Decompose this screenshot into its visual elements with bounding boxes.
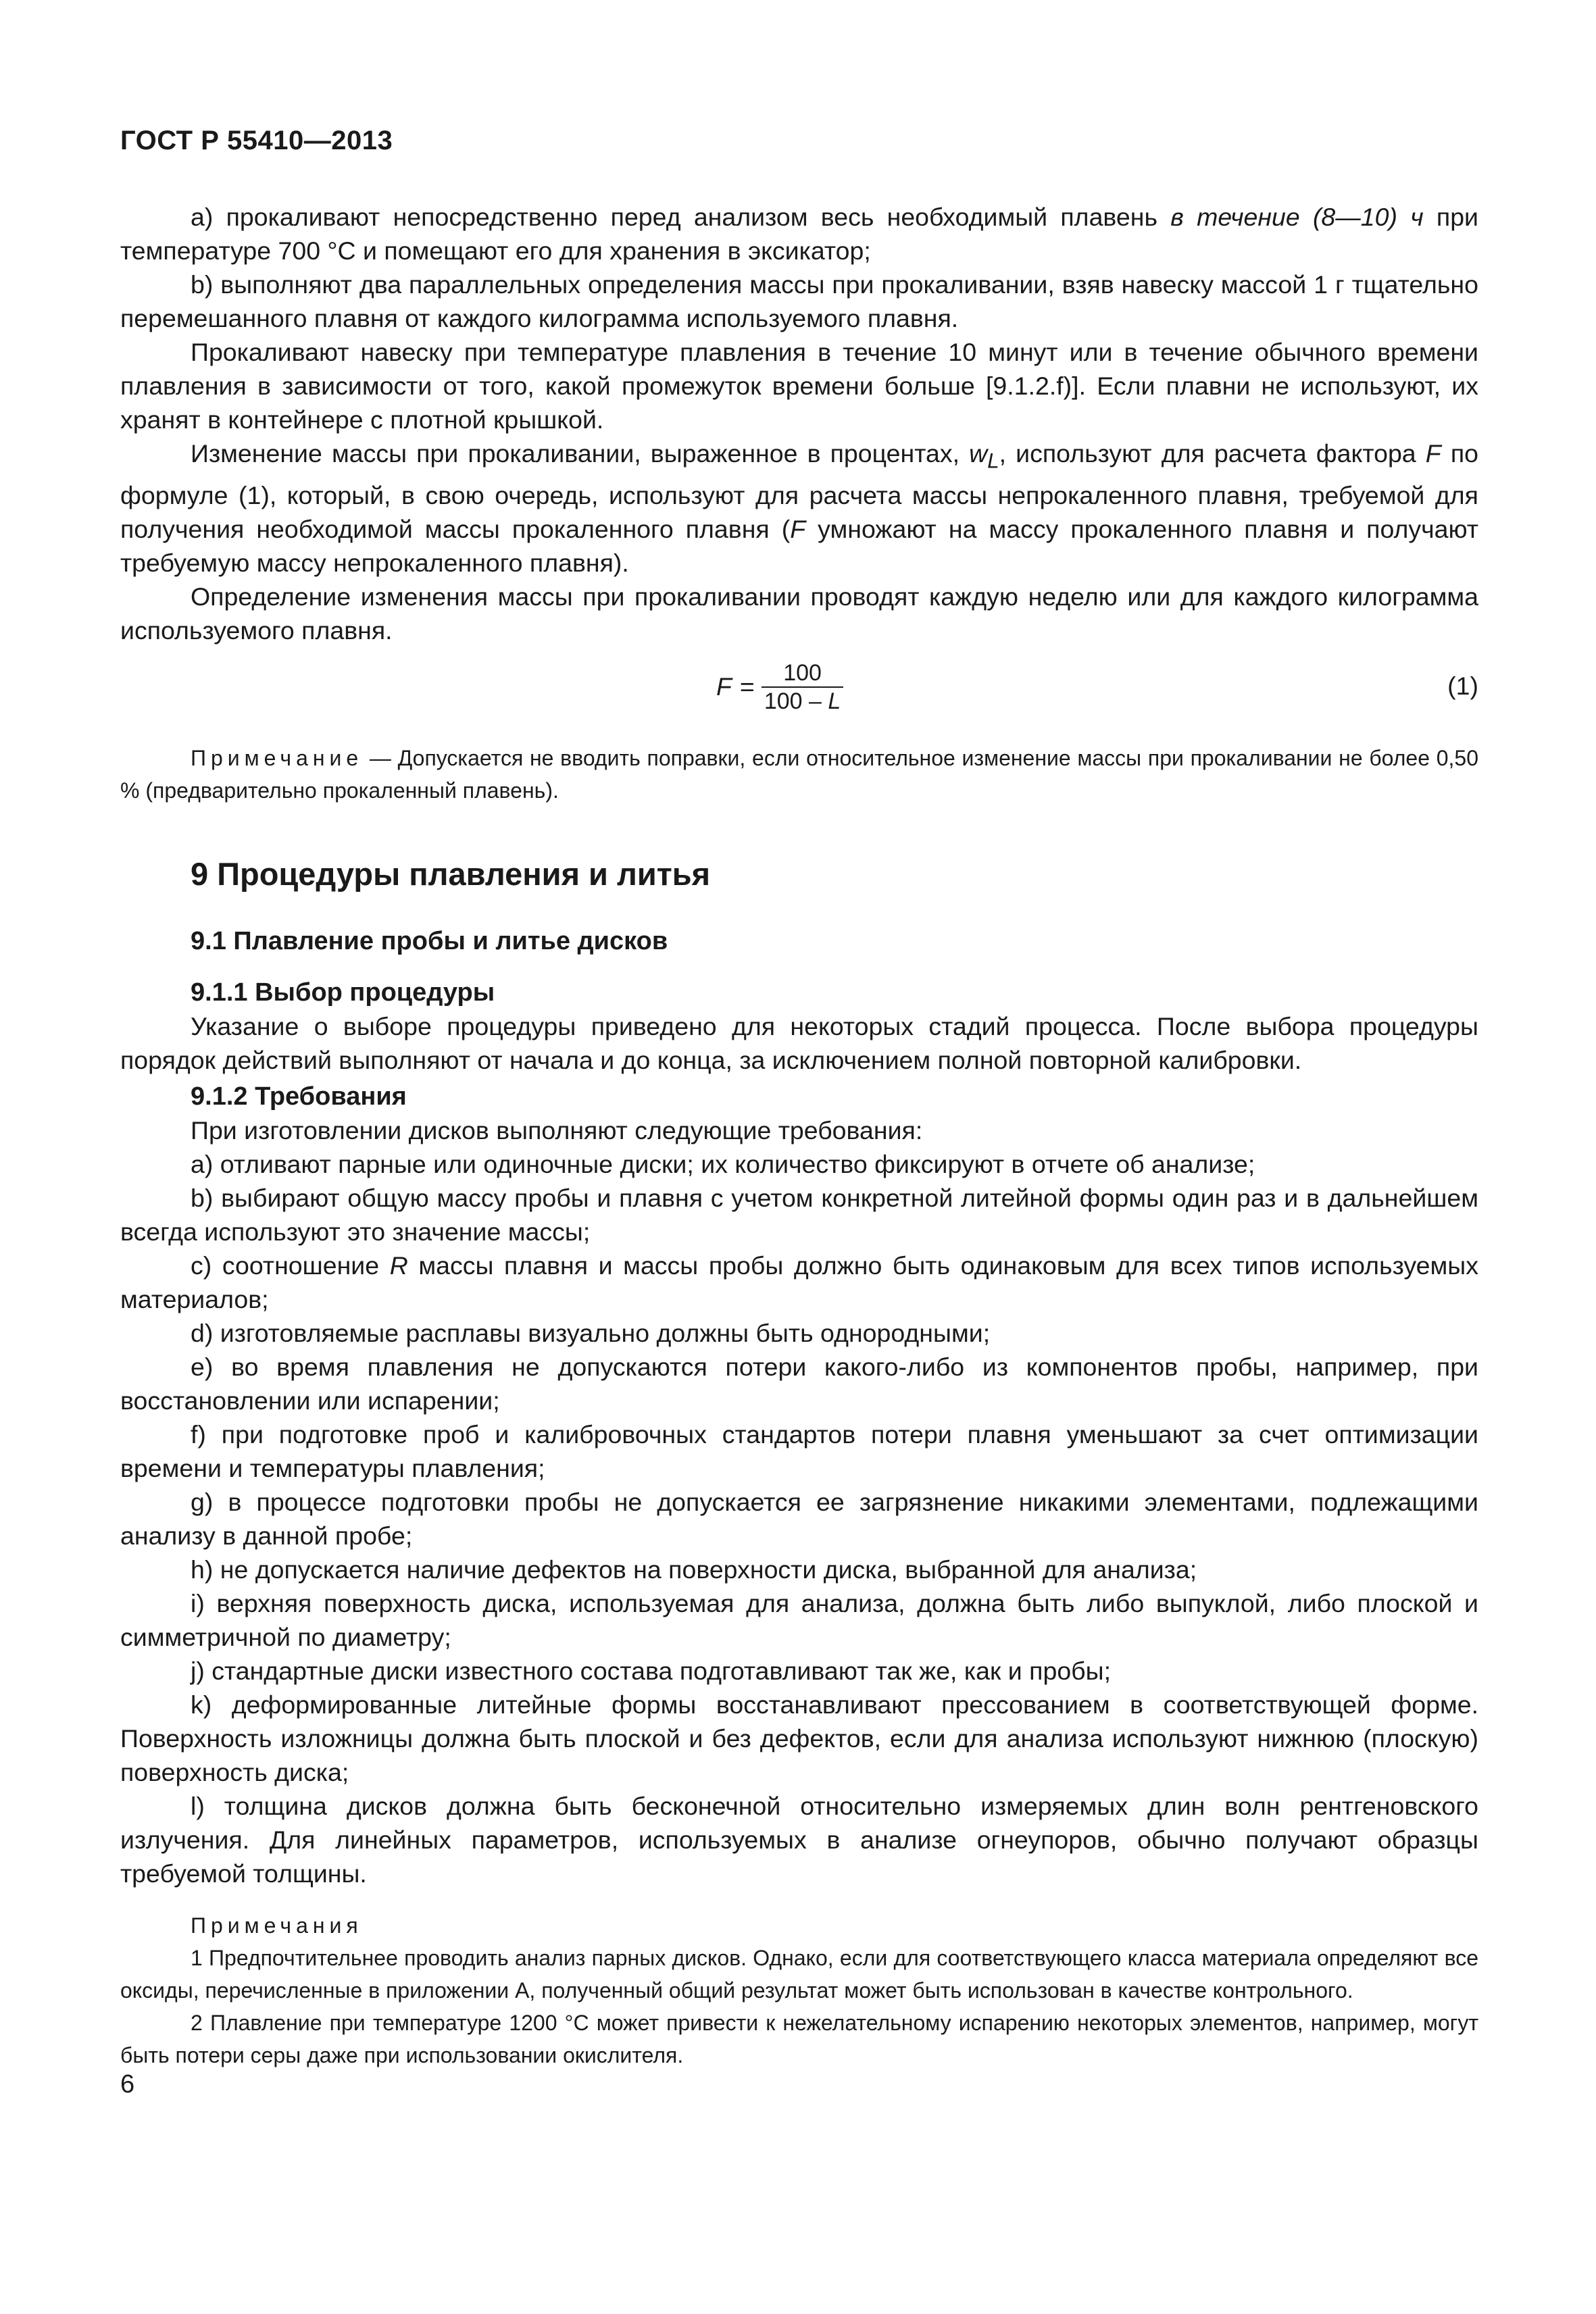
note-item-2: 2 Плавление при температуре 1200 °С может привести к нежелательному испарению некоторых элементов, например, могут быть потери серы даже при использовании окислителя.	[120, 2010, 1478, 2067]
formula-numerator: 100	[783, 659, 822, 686]
intro-item-a-duration: в течение (8—10) ч	[1170, 203, 1424, 231]
requirement-f: f) при подготовке проб и калибровочных стандартов потери плавня уменьшают за счет оптимизации времени и температуры плавления;	[120, 1419, 1478, 1482]
standard-header: ГОСТ Р 55410—2013	[120, 126, 393, 155]
formula-equals: =	[739, 672, 755, 701]
intro-item-a	[120, 200, 1478, 268]
formula-denominator	[762, 686, 843, 715]
formula-block	[120, 657, 1478, 724]
intro-paragraph-calcine: Прокаливают навеску при температуре плавления в течение 10 минут или в течение обычного времени плавления в зависимости от того, какой промежуток времени больше [9.1.2.f)]. Если плавни не используют, их хранят в контейнере с плотной крышкой.	[120, 338, 1478, 434]
formula-number: (1)	[1447, 671, 1478, 700]
mass-text-3: по формуле (1), который, в свою очередь, используют для расчета массы непрокаленного плавня, требуемой для получения необходимой массы прокаленного плавня (	[120, 439, 1478, 543]
requirement-h: h) не допускается наличие дефектов на поверхности диска, выбранной для анализа;	[191, 1555, 1197, 1584]
requirement-i: i) верхняя поверхность диска, используемая для анализа, должна быть либо выпуклой, либо плоской и симметричной по диаметру;	[120, 1588, 1478, 1651]
requirement-d: d) изготовляемые расплавы визуально должны быть однородными;	[191, 1318, 991, 1347]
note-item-1: 1 Предпочтительнее проводить анализ парных дисков. Однако, если для соответствующего класса материала определяют все оксиды, перечисленные в приложении А, полученный общий результат может быть использован в качестве контрольного.	[120, 1945, 1478, 2003]
note-text: — Допускается не вводить поправки, если относительное изменение массы при прокаливании не более 0,50 % (предварительно прокаленный плавень).	[120, 745, 1478, 803]
page-content	[120, 200, 1478, 2071]
mass-variable-f: F	[1425, 439, 1441, 468]
mass-variable-w: w	[969, 439, 988, 468]
intro-paragraph-mass	[120, 436, 1478, 580]
notes-title: Примечания	[191, 1913, 363, 1938]
formula	[716, 657, 843, 718]
intro-item-b: b) выполняют два параллельных определения массы при прокаливании, взяв навеску массой 1 г тщательно перемешанного плавня от каждого килограмма используемого плавня.	[120, 270, 1478, 332]
mass-text-2: , используют для расчета фактора	[999, 439, 1426, 468]
mass-variable-subscript: L	[987, 449, 999, 473]
requirement-c	[120, 1249, 1478, 1316]
mass-variable-f-2: F	[790, 514, 806, 543]
formula-denominator-variable: L	[828, 688, 841, 714]
page-number: 6	[120, 2070, 135, 2098]
section-9-1-1-text: Указание о выборе процедуры приведено для некоторых стадий процесса. После выбора процедуры порядок действий выполняют от начала и до конца, за исключением полной повторной калибровки.	[120, 1011, 1478, 1074]
note-1	[120, 742, 1478, 807]
intro-item-a-tail: при температуре 700 °С и помещают его для хранения в эксикатор;	[120, 203, 1478, 265]
mass-text-4: умножают на массу прокаленного плавня и получают требуемую массу непрокаленного плавня).	[120, 514, 1478, 577]
requirement-c-tail: массы плавня и массы пробы должно быть одинаковым для всех типов используемых материалов;	[120, 1251, 1479, 1313]
section-9-title: 9 Процедуры плавления и литья	[191, 855, 711, 892]
section-9-1-2-title: 9.1.2 Требования	[191, 1082, 407, 1111]
requirement-k: k) деформированные литейные формы восстанавливают прессованием в соответствующей форме. Поверхность изложницы должна быть плоской и без дефектов, если для анализа используют нижнюю (плоскую) поверхность диска;	[120, 1690, 1478, 1786]
requirement-e: e) во время плавления не допускаются потери какого-либо из компонентов пробы, например, при восстановлении или испарении;	[120, 1352, 1478, 1415]
requirement-c-variable: R	[389, 1251, 408, 1280]
requirement-a: a) отливают парные или одиночные диски; их количество фиксируют в отчете об анализе;	[191, 1149, 1255, 1178]
section-9-1-2-intro: При изготовлении дисков выполняют следующие требования:	[191, 1115, 923, 1145]
intro-paragraph-weekly: Определение изменения массы при прокаливании проводят каждую неделю или для каждого килограмма используемого плавня.	[120, 582, 1478, 645]
formula-fraction	[762, 659, 843, 715]
formula-lhs: F	[716, 672, 732, 701]
formula-denominator-number: 100 –	[764, 688, 828, 714]
requirement-g: g) в процессе подготовки пробы не допускается ее загрязнение никакими элементами, подлежащими анализу в данной пробе;	[120, 1487, 1478, 1550]
requirement-j: j) стандартные диски известного состава подготавливают так же, как и пробы;	[191, 1656, 1112, 1685]
note-label: Примечание	[191, 745, 364, 770]
section-9-1-title: 9.1 Плавление пробы и литье дисков	[191, 926, 668, 955]
intro-item-a-text: a) прокаливают непосредственно перед анализом весь необходимый плавень	[191, 203, 1171, 231]
requirement-b: b) выбирают общую массу пробы и плавня с учетом конкретной литейной формы один раз и в дальнейшем всегда используют это значение массы;	[120, 1183, 1478, 1246]
mass-text-1: Изменение массы при прокаливании, выраженное в процентах,	[191, 439, 970, 468]
requirement-c-text: c) соотношение	[191, 1251, 390, 1280]
section-9-1-1-title: 9.1.1 Выбор процедуры	[191, 978, 495, 1007]
requirement-l: l) толщина дисков должна быть бесконечной относительно измеряемых длин волн рентгеновского излучения. Для линейных параметров, используемых в анализе огнеупоров, обычно получают образцы требуемой толщины.	[120, 1791, 1478, 1888]
